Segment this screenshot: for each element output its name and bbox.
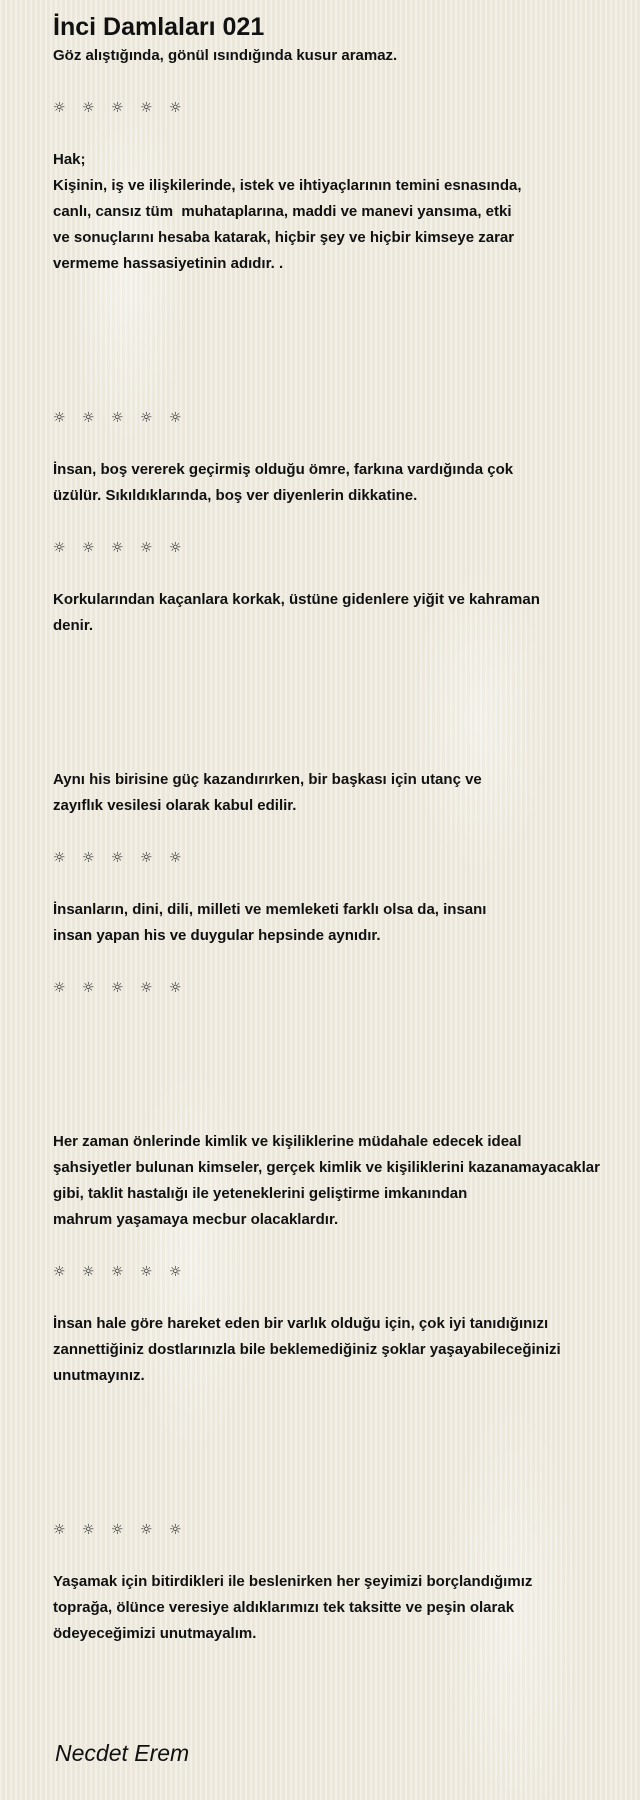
yasamak-line: toprağa, ölünce veresiye aldıklarımızı tek taksitte ve peşin olarak — [53, 1599, 515, 1616]
author-signature: Necdet Erem — [55, 1740, 190, 1766]
korku-line: Korkularından kaçanlara korkak, üstüne gidenlere yiğit ve kahraman — [53, 591, 540, 608]
separator-stars: ☼ ☼ ☼ ☼ ☼ — [53, 980, 188, 996]
hale-line: unutmayınız. — [53, 1367, 145, 1384]
korku-line: denir. — [53, 617, 94, 634]
hak-heading: Hak; — [53, 151, 86, 168]
zaman-line: gibi, taklit hastalığı ile yeteneklerini geliştirme imkanından — [53, 1185, 468, 1202]
separator-stars: ☼ ☼ ☼ ☼ ☼ — [53, 1264, 188, 1280]
insanlar-line: İnsanların, dini, dili, milleti ve memleketi farklı olsa da, insanı — [53, 901, 487, 918]
hak-line: canlı, cansız tüm muhataplarına, maddi ve manevi yansıma, etki — [53, 203, 512, 220]
page-title: İnci Damlaları 021 — [53, 13, 265, 41]
his-line: zayıflık vesilesi olarak kabul edilir. — [53, 797, 297, 814]
poem-page — [53, 0, 638, 1647]
separator-stars: ☼ ☼ ☼ ☼ ☼ — [53, 410, 188, 426]
yasamak-line: ödeyeceğimizi unutmayalım. — [53, 1625, 257, 1642]
insanlar-line: insan yapan his ve duygular hepsinde aynıdır. — [53, 927, 381, 944]
zaman-line: Her zaman önlerinde kimlik ve kişiliklerine müdahale edecek ideal — [53, 1133, 522, 1150]
zaman-line: mahrum yaşamaya mecbur olacaklardır. — [53, 1211, 339, 1228]
hak-line: Kişinin, iş ve ilişkilerinde, istek ve ihtiyaçlarının temini esnasında, — [53, 177, 522, 194]
hale-line: İnsan hale göre hareket eden bir varlık olduğu için, çok iyi tanıdığınızı — [53, 1315, 549, 1332]
intro-line: Göz alıştığında, gönül ısındığında kusur aramaz. — [53, 47, 398, 64]
separator-stars: ☼ ☼ ☼ ☼ ☼ — [53, 850, 188, 866]
hak-line: vermeme hassasiyetinin adıdır. . — [53, 255, 284, 272]
his-line: Aynı his birisine güç kazandırırken, bir başkası için utanç ve — [53, 771, 482, 788]
insan-line: İnsan, boş vererek geçirmiş olduğu ömre, farkına vardığında çok — [53, 461, 514, 478]
insan-line: üzülür. Sıkıldıklarında, boş ver diyenlerin dikkatine. — [53, 487, 418, 504]
separator-stars: ☼ ☼ ☼ ☼ ☼ — [53, 1522, 188, 1538]
separator-stars: ☼ ☼ ☼ ☼ ☼ — [53, 540, 188, 556]
separator-stars: ☼ ☼ ☼ ☼ ☼ — [53, 100, 188, 116]
yasamak-line: Yaşamak için bitirdikleri ile beslenirken her şeyimizi borçlandığımız — [53, 1573, 533, 1590]
hak-line: ve sonuçlarını hesaba katarak, hiçbir şey ve hiçbir kimseye zarar — [53, 229, 515, 246]
hale-line: zannettiğiniz dostlarınızla bile beklemediğiniz şoklar yaşayabileceğinizi — [53, 1341, 561, 1358]
zaman-line: şahsiyetler bulunan kimseler, gerçek kimlik ve kişiliklerini kazanamayacaklar — [53, 1159, 600, 1176]
